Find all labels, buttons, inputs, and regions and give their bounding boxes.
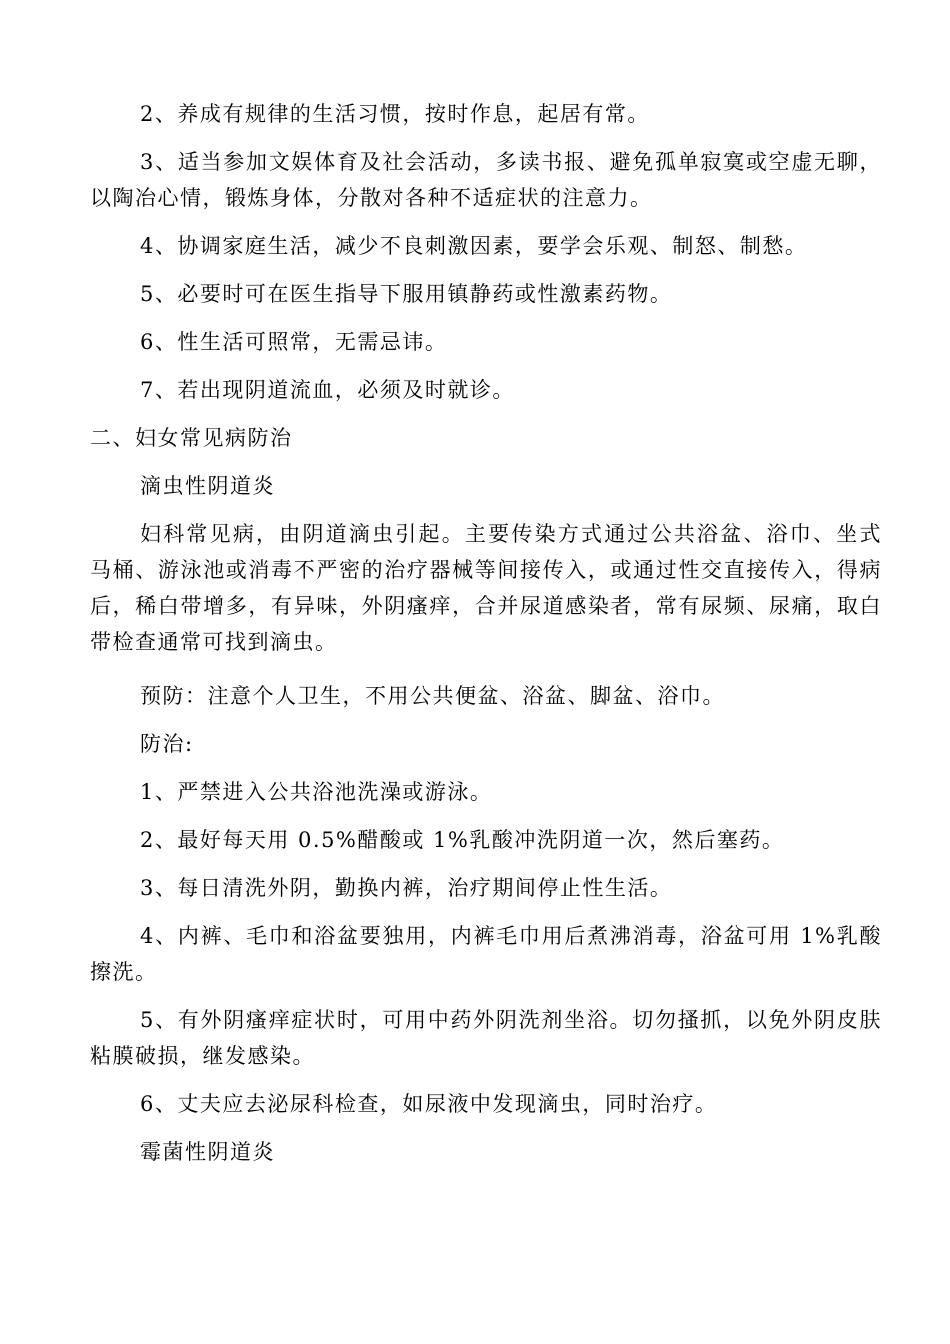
paragraph-item-6-sex-life: 6、性生活可照常，无需忌讳。 <box>140 330 448 354</box>
paragraph-item-4-family-life: 4、协调家庭生活，减少不良刺激因素，要学会乐观、制怒、制愁。 <box>140 234 808 258</box>
paragraph-trichomonas-description: 妇科常见病，由阴道滴虫引起。主要传染方式通过公共浴盆、浴巾、坐式马桶、游泳池或消毒不严密的治疗器械等间接传入，或通过性交直接传入，得病后，稀白带增多，有异味，外阴瘙痒，合并尿道感染者，常有尿频、尿痛，取白带检查通常可找到滴虫。 <box>90 522 882 654</box>
paragraph-item-7-bleeding: 7、若出现阴道流血，必须及时就诊。 <box>140 378 515 402</box>
paragraph-treatment-1-no-public-bath: 1、严禁进入公共浴池洗澡或游泳。 <box>140 780 493 804</box>
paragraph-item-2-regular-life: 2、养成有规律的生活习惯，按时作息，起居有常。 <box>140 102 650 126</box>
subheading-fungal-vaginitis: 霉菌性阴道炎 <box>140 1140 275 1164</box>
paragraph-treatment-5-itching: 5、有外阴瘙痒症状时，可用中药外阴洗剂坐浴。切勿搔抓，以免外阴皮肤粘膜破损，继发感染。 <box>90 1008 882 1068</box>
paragraph-treatment-4-separate-use: 4、内裤、毛巾和浴盆要独用，内裤毛巾用后煮沸消毒，浴盆可用 1%乳酸擦洗。 <box>90 924 882 984</box>
paragraph-item-3-activities: 3、适当参加文娱体育及社会活动，多读书报、避免孤单寂寞或空虚无聊，以陶冶心情，锻炼身体，分散对各种不适症状的注意力。 <box>90 150 882 210</box>
section-heading-common-diseases: 二、妇女常见病防治 <box>90 426 293 450</box>
subheading-trichomonas-vaginitis: 滴虫性阴道炎 <box>140 474 275 498</box>
paragraph-treatment-heading: 防治: <box>140 732 194 756</box>
paragraph-treatment-3-clean: 3、每日清洗外阴，勤换内裤，治疗期间停止性生活。 <box>140 876 673 900</box>
paragraph-treatment-6-husband: 6、丈夫应去泌尿科检查，如尿液中发现滴虫，同时治疗。 <box>140 1092 718 1116</box>
paragraph-prevention: 预防：注意个人卫生，不用公共便盆、浴盆、脚盆、浴巾。 <box>140 684 725 708</box>
paragraph-treatment-2-wash: 2、最好每天用 0.5%醋酸或 1%乳酸冲洗阴道一次，然后塞药。 <box>140 828 785 852</box>
paragraph-item-5-medication: 5、必要时可在医生指导下服用镇静药或性激素药物。 <box>140 282 673 306</box>
